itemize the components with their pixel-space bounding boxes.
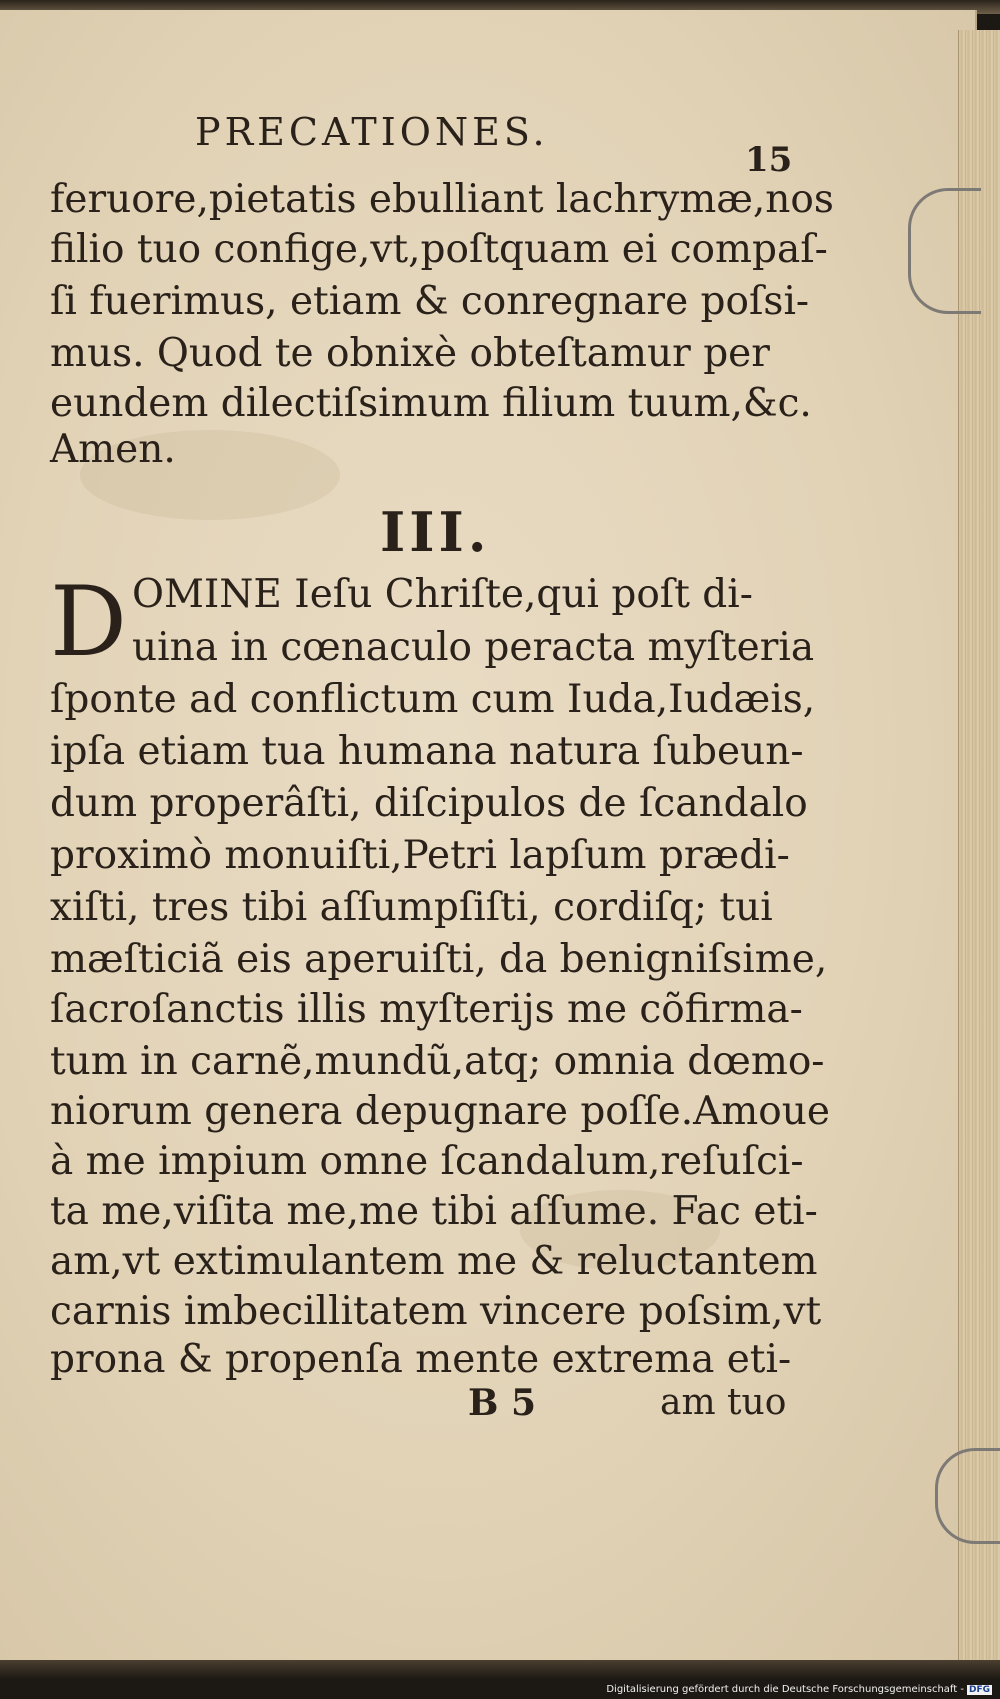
text-line: prona & propenſa mente extrema eti- <box>50 1337 792 1382</box>
running-head: PRECATIONES. <box>195 110 549 154</box>
signature-mark: B 5 <box>468 1382 537 1424</box>
text-line: ta me,viſita me,me tibi aſſume. Fac eti- <box>50 1189 818 1234</box>
text-line: dum properâſti, diſcipulos de ſcandalo <box>50 781 808 826</box>
paper-clip-icon <box>908 188 981 314</box>
text-line: xiſti, tres tibi aſſumpſiſti, cordiſq; tui <box>50 885 773 930</box>
text-line: niorum genera depugnare poſſe.Amoue <box>50 1089 830 1134</box>
text-line: eundem dilectiſsimum filium tuum,&c. <box>50 381 812 426</box>
folio-number: 15 <box>745 140 793 180</box>
text-line: am,vt extimulantem me & reluctantem <box>50 1239 818 1284</box>
text-line: uina in cœnaculo peracta myſteria <box>132 625 815 670</box>
text-line: proximò monuiſti,Petri lapſum prædi- <box>50 833 790 878</box>
section-number: III. <box>380 500 491 564</box>
paper-clip-icon <box>935 1448 1000 1544</box>
text-line: Amen. <box>50 427 176 472</box>
text-line: feruore,pietatis ebulliant lachrymæ,nos <box>50 177 834 222</box>
book-bottom-edge <box>0 1660 1000 1680</box>
text-line: ſponte ad conflictum cum Iuda,Iudæis, <box>50 677 816 722</box>
text-line: tum in carnẽ,mundũ,atq; omnia dœmo- <box>50 1039 825 1084</box>
drop-capital: D <box>50 566 127 678</box>
digitization-credit <box>606 1684 992 1695</box>
dfg-logo: DFG <box>968 1685 990 1695</box>
text-line: mus. Quod te obnixè obteſtamur per <box>50 331 770 376</box>
text-line: ſi fuerimus, etiam & conregnare poſsi- <box>50 279 810 324</box>
text-line: carnis imbecillitatem vincere poſsim,vt <box>50 1289 822 1334</box>
credit-text: Digitalisierung gefördert durch die Deutsche Forschungsgemeinschaft - <box>606 1684 964 1695</box>
text-line: mæſticiã eis aperuiſti, da benigniſsime, <box>50 937 828 982</box>
text-line: filio tuo confige,vt,poſtquam ei compaſ- <box>50 227 828 272</box>
text-line: ſacroſanctis illis myſterijs me cõfirma- <box>50 987 803 1032</box>
catchword: am tuo <box>660 1382 787 1423</box>
text-line: OMINE Ieſu Chriſte,qui poſt di- <box>132 572 753 617</box>
text-line: ipſa etiam tua humana natura ſubeun- <box>50 729 804 774</box>
text-line: à me impium omne ſcandalum,reſuſci- <box>50 1139 804 1184</box>
